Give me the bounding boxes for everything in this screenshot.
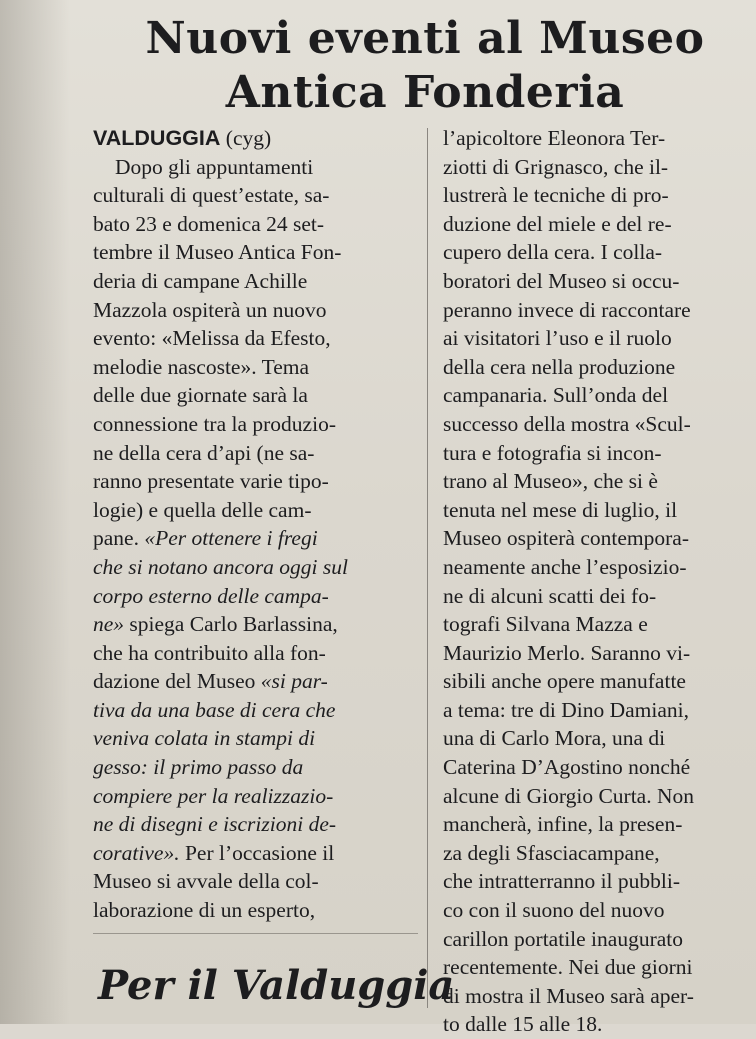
column-2-line: ne di alcuni scatti dei fo-: [443, 583, 657, 608]
column-2-line: trano al Museo», che si è: [443, 469, 658, 494]
column-1-line: [93, 210, 413, 239]
column-2-line: lustrerà le tecniche di pro-: [443, 183, 669, 208]
body-text: dazione del Museo: [93, 669, 261, 694]
body-text: che ha contribuito alla fon-: [93, 640, 326, 665]
body-text: melodie nascoste». Tema: [93, 354, 310, 379]
column-1-line: [93, 724, 413, 753]
body-text: Mazzola ospiterà un nuovo: [93, 297, 327, 322]
column-1-line: [93, 696, 413, 725]
column-2-line: successo della mostra «Scul-: [443, 411, 691, 436]
body-text: delle due giornate sarà la: [93, 383, 308, 408]
column-1-line: [93, 181, 413, 210]
column-2-line: che intratterranno il pubbli-: [443, 869, 681, 894]
column-1-line: [93, 296, 413, 325]
column-divider: [427, 128, 428, 1008]
column-2-line: cupero della cera. I colla-: [443, 240, 663, 265]
column-2-body: [443, 124, 753, 1039]
column-2-line: tenuta nel mese di luglio, il: [443, 497, 678, 522]
column-2-line: ziotti di Grignasco, che il-: [443, 154, 669, 179]
italic-text: ne»: [93, 612, 125, 637]
article-column-2: [443, 124, 753, 1039]
column-1-line: [93, 610, 413, 639]
body-text: culturali di quest’estate, sa-: [93, 183, 330, 208]
column-1-line: [93, 496, 413, 525]
column-1-line: [93, 896, 413, 925]
headline-line-2: Antica Fonderia: [225, 67, 625, 118]
page-shadow: [0, 0, 70, 1024]
article-column-1: [93, 124, 413, 925]
column-1-line: [93, 439, 413, 468]
body-text: pane.: [93, 526, 145, 551]
italic-text: «Per ottenere i fregi: [144, 526, 318, 551]
section-divider: [93, 933, 418, 934]
column-1-line: [93, 238, 413, 267]
body-text: laborazione di un esperto,: [93, 898, 316, 923]
column-2-line: to dalle 15 alle 18.: [443, 1012, 603, 1037]
column-2-line: za degli Sfasciacampane,: [443, 840, 660, 865]
body-text: deria di campane Achille: [93, 268, 308, 293]
column-2-line: Maurizio Merlo. Saranno vi-: [443, 640, 691, 665]
column-1-line: [93, 753, 413, 782]
body-text: evento: «Melissa da Efesto,: [93, 326, 331, 351]
column-1-line: [93, 153, 413, 182]
column-2-line: Museo ospiterà contempora-: [443, 526, 689, 551]
headline-line-1: Nuovi eventi al Museo: [145, 13, 705, 64]
column-1-line: [93, 839, 413, 868]
body-text: ranno presentate varie tipo-: [93, 469, 329, 494]
body-text: spiega Carlo Barlassina,: [124, 612, 338, 637]
column-1-line: [93, 467, 413, 496]
byline: [93, 124, 413, 153]
column-1-line: [93, 410, 413, 439]
italic-text: che si notano ancora oggi sul: [93, 554, 348, 579]
body-text: Per l’occasione il: [179, 840, 335, 865]
column-1-line: [93, 810, 413, 839]
column-1-line: [93, 381, 413, 410]
column-2-line: campanaria. Sull’onda del: [443, 383, 669, 408]
column-1-line: [93, 267, 413, 296]
italic-text: ne di disegni e iscrizioni de-: [93, 812, 337, 837]
italic-text: gesso: il primo passo da: [93, 755, 304, 780]
body-text: Museo si avvale della col-: [93, 869, 319, 894]
italic-text: tiva da una base di cera che: [93, 697, 336, 722]
next-article-headline: Per il Valduggia: [98, 962, 455, 1009]
italic-text: corpo esterno delle campa-: [93, 583, 329, 608]
italic-text: veniva colata in stampi di: [93, 726, 316, 751]
italic-text: compiere per la realizzazio-: [93, 783, 334, 808]
column-2-line: duzione del miele e del re-: [443, 211, 672, 236]
column-1-line: [93, 639, 413, 668]
byline-place: VALDUGGIA: [93, 126, 221, 150]
column-1-line: [93, 582, 413, 611]
body-text: ne della cera d’api (ne sa-: [93, 440, 315, 465]
column-2-line: mancherà, infine, la presen-: [443, 812, 683, 837]
body-text: Dopo gli appuntamenti: [115, 154, 314, 179]
column-2-line: sibili anche opere manufatte: [443, 669, 686, 694]
byline-agency: (cyg): [220, 126, 272, 150]
column-2-line: boratori del Museo si occu-: [443, 268, 680, 293]
column-2-line: a tema: tre di Dino Damiani,: [443, 697, 689, 722]
body-text: logie) e quella delle cam-: [93, 497, 312, 522]
column-2-line: della cera nella produzione: [443, 354, 676, 379]
column-2-line: neamente anche l’esposizio-: [443, 554, 687, 579]
body-text: tembre il Museo Antica Fon-: [93, 240, 342, 265]
column-2-line: co con il suono del nuovo: [443, 898, 665, 923]
body-text: bato 23 e domenica 24 set-: [93, 211, 325, 236]
column-1-line: [93, 867, 413, 896]
column-2-line: ai visitatori l’uso e il ruolo: [443, 326, 672, 351]
column-1-line: [93, 782, 413, 811]
column-1-line: [93, 553, 413, 582]
column-1-body: [93, 153, 413, 925]
column-1-line: [93, 353, 413, 382]
column-2-line: tura e fotografia si incon-: [443, 440, 662, 465]
italic-text: corative».: [93, 840, 180, 865]
body-text: connessione tra la produzio-: [93, 411, 336, 436]
column-2-line: di mostra il Museo sarà aper-: [443, 983, 694, 1008]
column-2-line: recentemente. Nei due giorni: [443, 955, 693, 980]
column-2-line: Caterina D’Agostino nonché: [443, 755, 691, 780]
column-2-line: carillon portatile inaugurato: [443, 926, 683, 951]
column-1-line: [93, 667, 413, 696]
column-2-line: peranno invece di raccontare: [443, 297, 691, 322]
article-headline: [95, 12, 755, 120]
column-2-line: alcune di Giorgio Curta. Non: [443, 783, 694, 808]
italic-text: «si par-: [260, 669, 328, 694]
column-2-line: l’apicoltore Eleonora Ter-: [443, 126, 666, 150]
column-1-line: [93, 524, 413, 553]
column-1-line: [93, 324, 413, 353]
column-2-line: tografi Silvana Mazza e: [443, 612, 648, 637]
column-2-line: una di Carlo Mora, una di: [443, 726, 666, 751]
